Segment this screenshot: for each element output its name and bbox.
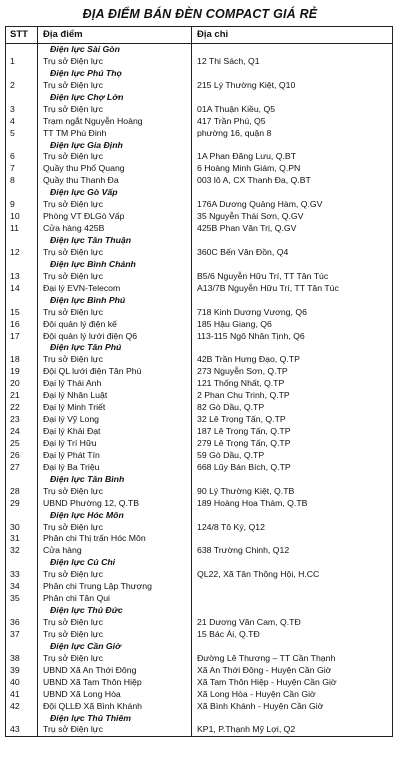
stt-cell — [6, 140, 38, 152]
place-cell: Đại lý Vỹ Long — [38, 414, 192, 426]
stt-cell — [6, 474, 38, 486]
address-cell: A13/7B Nguyễn Hữu Trí, TT Tân Túc — [197, 282, 339, 293]
stt-cell: 32 — [6, 545, 38, 557]
stt-cell: 38 — [6, 653, 38, 665]
address-cell — [192, 342, 392, 354]
place-cell: Trụ sở Điện lực — [38, 199, 192, 211]
table-row — [6, 522, 392, 534]
group-row — [6, 510, 392, 522]
table-row — [6, 390, 392, 402]
place-cell: Trụ sở Điện lực — [38, 151, 192, 163]
address-cell — [192, 259, 392, 271]
stt-cell: 15 — [6, 307, 38, 319]
group-row — [6, 44, 392, 56]
address-cell — [192, 593, 392, 605]
stt-cell: 14 — [6, 283, 38, 295]
place-cell: Phân chi Tân Qui — [38, 593, 192, 605]
stt-cell — [6, 44, 38, 56]
place-cell: Trụ sở Điện lực — [38, 271, 192, 283]
stt-cell: 30 — [6, 522, 38, 534]
group-label: Điện lực Chợ Lớn — [38, 92, 192, 104]
place-cell: Đội quản lý lưới điện Q6 — [38, 331, 192, 343]
stt-cell: 36 — [6, 617, 38, 629]
stt-cell: 3 — [6, 104, 38, 116]
stt-cell: 26 — [6, 450, 38, 462]
address-cell — [192, 713, 392, 725]
table-row — [6, 533, 392, 545]
stt-cell: 39 — [6, 665, 38, 677]
address-cell: 82 Gò Dầu, Q.TP — [197, 402, 265, 413]
group-row — [6, 92, 392, 104]
stt-cell: 37 — [6, 629, 38, 641]
address-cell — [192, 295, 392, 307]
locations-table — [5, 26, 393, 737]
place-cell: Phân chi Trung Lập Thượng — [38, 581, 192, 593]
place-cell: Quầy thu Phổ Quang — [38, 163, 192, 175]
place-cell: UBND Phường 12, Q.TB — [38, 498, 192, 510]
table-row — [6, 545, 392, 557]
address-cell — [192, 474, 392, 486]
group-label: Điện lực Tân Bình — [38, 474, 192, 486]
stt-cell — [6, 510, 38, 522]
group-row — [6, 557, 392, 569]
address-cell — [192, 605, 392, 617]
stt-cell: 12 — [6, 247, 38, 259]
group-row — [6, 713, 392, 725]
address-cell: KP1, P.Thạnh Mỹ Lợi, Q2 — [197, 724, 296, 735]
stt-cell: 16 — [6, 319, 38, 331]
address-cell: 21 Dương Văn Cam, Q.TĐ — [197, 617, 301, 627]
table-row — [6, 438, 392, 450]
table-row — [6, 223, 392, 235]
stt-cell — [6, 295, 38, 307]
table-row — [6, 247, 392, 259]
stt-cell — [6, 713, 38, 725]
group-label: Điện lực Sài Gòn — [38, 44, 192, 56]
address-cell: 176A Dương Quảng Hàm, Q.GV — [197, 199, 323, 210]
table-row — [6, 128, 392, 140]
group-row — [6, 342, 392, 354]
address-cell — [192, 641, 392, 653]
stt-cell: 21 — [6, 390, 38, 402]
address-cell — [192, 557, 392, 569]
place-cell: Đại lý Khải Đạt — [38, 426, 192, 438]
stt-cell: 19 — [6, 366, 38, 378]
stt-cell — [6, 342, 38, 354]
address-cell: QL22, Xã Tân Thông Hội, H.CC — [197, 569, 320, 580]
stt-cell — [6, 92, 38, 104]
stt-cell: 11 — [6, 223, 38, 235]
address-cell: 417 Trần Phú, Q5 — [197, 115, 266, 126]
group-label: Điện lực Cần Giờ — [38, 641, 192, 653]
place-cell: UBND Xã An Thới Đông — [38, 665, 192, 677]
address-cell: 35 Nguyễn Thái Sơn, Q.GV — [197, 211, 304, 222]
place-cell: Trụ sở Điện lực — [38, 354, 192, 366]
place-cell: Đại lý Ba Triệu — [38, 462, 192, 474]
table-body — [6, 44, 392, 736]
table-row — [6, 462, 392, 474]
stt-cell: 27 — [6, 462, 38, 474]
table-row — [6, 331, 392, 343]
place-cell: Phân chi Thị trấn Hóc Môn — [38, 533, 192, 545]
place-cell: Đại lý Nhân Luật — [38, 390, 192, 402]
address-cell: 01A Thuận Kiều, Q5 — [197, 103, 276, 114]
group-row — [6, 259, 392, 271]
table-row — [6, 426, 392, 438]
place-cell: Đội QLLĐ Xã Bình Khánh — [38, 701, 192, 713]
table-row — [6, 593, 392, 605]
address-cell: 42B Trần Hưng Đạo, Q.TP — [197, 354, 300, 365]
stt-cell: 33 — [6, 569, 38, 581]
stt-cell: 43 — [6, 724, 38, 736]
address-cell: Xã An Thới Đông - Huyện Cần Giờ — [197, 664, 332, 675]
table-row — [6, 175, 392, 187]
page-title: ĐỊA ĐIỂM BÁN ĐÈN COMPACT GIÁ RẺ — [82, 7, 318, 21]
address-cell: phường 16, quận 8 — [197, 127, 272, 138]
stt-cell: 18 — [6, 354, 38, 366]
table-row — [6, 199, 392, 211]
group-row — [6, 474, 392, 486]
group-label: Điện lực Bình Phú — [38, 295, 192, 307]
stt-cell: 22 — [6, 402, 38, 414]
stt-cell: 24 — [6, 426, 38, 438]
table-row — [6, 414, 392, 426]
header-place: Địa điểm — [38, 27, 192, 43]
address-cell: 15 Bác Ái, Q.TĐ — [197, 628, 260, 639]
header-stt: STT — [6, 27, 38, 43]
address-cell: Xã Long Hòa - Huyện Cần Giờ — [197, 688, 316, 699]
group-label: Điện lực Thủ Đức — [38, 605, 192, 617]
group-row — [6, 641, 392, 653]
stt-cell — [6, 557, 38, 569]
group-label: Điện lực Bình Chánh — [38, 259, 192, 271]
address-cell: 124/8 Tô Ký, Q12 — [197, 521, 265, 532]
stt-cell: 6 — [6, 151, 38, 163]
stt-cell: 40 — [6, 677, 38, 689]
group-label: Điện lực Gò Vấp — [38, 187, 192, 199]
table-row — [6, 56, 392, 68]
table-row — [6, 366, 392, 378]
address-cell: 425B Phan Văn Trị, Q.GV — [197, 223, 297, 234]
place-cell: Quầy thu Thanh Đa — [38, 175, 192, 187]
address-cell: Xã Tam Thôn Hiệp - Huyện Cần Giờ — [197, 676, 337, 687]
address-cell: 189 Hoàng Hoa Thám, Q.TB — [197, 497, 308, 508]
table-row — [6, 378, 392, 390]
place-cell: Đại lý EVN-Telecom — [38, 283, 192, 295]
place-cell: Cửa hàng 425B — [38, 223, 192, 235]
table-row — [6, 498, 392, 510]
place-cell: Đại lý Thái Anh — [38, 378, 192, 390]
address-cell: 668 Lũy Bán Bích, Q.TP — [197, 461, 291, 472]
group-row — [6, 235, 392, 247]
group-row — [6, 295, 392, 307]
table-row — [6, 581, 392, 593]
address-cell — [192, 68, 392, 80]
stt-cell — [6, 235, 38, 247]
place-cell: Trụ sở Điện lực — [38, 522, 192, 534]
address-cell — [192, 140, 392, 152]
stt-cell — [6, 259, 38, 271]
address-cell: 638 Trường Chinh, Q12 — [197, 545, 290, 556]
address-cell: 2 Phan Chu Trinh, Q.TP — [197, 390, 290, 401]
stt-cell: 5 — [6, 128, 38, 140]
stt-cell: 41 — [6, 689, 38, 701]
table-row — [6, 486, 392, 498]
stt-cell: 42 — [6, 701, 38, 713]
address-cell: 360C Bến Vân Đồn, Q4 — [197, 246, 289, 257]
table-row — [6, 104, 392, 116]
table-row — [6, 307, 392, 319]
place-cell: Trụ sở Điện lực — [38, 307, 192, 319]
group-row — [6, 68, 392, 80]
address-cell: 32 Lê Trọng Tấn, Q.TP — [197, 414, 286, 425]
address-cell — [192, 187, 392, 199]
table-row — [6, 629, 392, 641]
place-cell: Đại lý Phát Tín — [38, 450, 192, 462]
stt-cell: 20 — [6, 378, 38, 390]
place-cell: Đại lý Trí Hữu — [38, 438, 192, 450]
place-cell: UBND Xã Long Hòa — [38, 689, 192, 701]
table-row — [6, 271, 392, 283]
stt-cell — [6, 68, 38, 80]
stt-cell: 13 — [6, 271, 38, 283]
place-cell: Trụ sở Điện lực — [38, 617, 192, 629]
table-row — [6, 689, 392, 701]
stt-cell — [6, 187, 38, 199]
table-header — [6, 27, 392, 44]
table-row — [6, 319, 392, 331]
group-label: Điện lực Thủ Thiêm — [38, 713, 192, 725]
table-row — [6, 163, 392, 175]
table-row — [6, 450, 392, 462]
address-cell — [192, 510, 392, 522]
address-cell: 59 Gò Dầu, Q.TP — [197, 449, 265, 460]
address-cell: 279 Lê Trọng Tấn, Q.TP — [197, 437, 291, 448]
group-row — [6, 187, 392, 199]
address-cell: 185 Hậu Giang, Q6 — [197, 318, 272, 329]
table-row — [6, 211, 392, 223]
place-cell: TT TM Phú Đinh — [38, 128, 192, 140]
address-cell: 273 Nguyễn Sơn, Q.TP — [197, 366, 288, 377]
group-label: Điện lực Phú Thọ — [38, 68, 192, 80]
address-cell: 6 Hoàng Minh Giám, Q.PN — [197, 163, 301, 174]
place-cell: Phòng VT ĐLGò Vấp — [38, 211, 192, 223]
place-cell: Trụ sở Điện lực — [38, 724, 192, 736]
group-label: Điện lực Gia Định — [38, 140, 192, 152]
table-row — [6, 677, 392, 689]
address-cell: 12 Thi Sách, Q1 — [197, 55, 260, 66]
place-cell: Đội QL lưới điện Tân Phú — [38, 366, 192, 378]
stt-cell — [6, 605, 38, 617]
stt-cell: 28 — [6, 486, 38, 498]
place-cell: Trạm ngắt Nguyễn Hoàng — [38, 116, 192, 128]
place-cell: Đại lý Minh Triết — [38, 402, 192, 414]
place-cell: UBND Xã Tam Thôn Hiệp — [38, 677, 192, 689]
place-cell: Trụ sở Điện lực — [38, 247, 192, 259]
address-cell: 003 lô A, CX Thanh Đa, Q.BT — [197, 175, 311, 186]
address-cell: 1A Phan Đăng Lưu, Q.BT — [197, 151, 297, 162]
address-cell: 718 Kinh Dương Vương, Q6 — [197, 306, 307, 317]
header-address: Địa chỉ — [197, 29, 229, 40]
group-row — [6, 140, 392, 152]
table-row — [6, 724, 392, 736]
address-cell — [192, 44, 392, 56]
place-cell: Trụ sở Điện lực — [38, 653, 192, 665]
place-cell: Trụ sở Điện lực — [38, 629, 192, 641]
stt-cell — [6, 641, 38, 653]
address-cell: Đường Lê Thương – TT Cần Thạnh — [197, 652, 336, 663]
stt-cell: 7 — [6, 163, 38, 175]
place-cell: Trụ sở Điện lực — [38, 569, 192, 581]
address-cell — [192, 235, 392, 247]
stt-cell: 4 — [6, 116, 38, 128]
place-cell: Trụ sở Điện lực — [38, 80, 192, 92]
table-row — [6, 653, 392, 665]
address-cell — [192, 92, 392, 104]
table-row — [6, 151, 392, 163]
group-label: Điện lực Tân Phú — [38, 342, 192, 354]
table-row — [6, 617, 392, 629]
stt-cell: 25 — [6, 438, 38, 450]
place-cell: Trụ sở Điện lực — [38, 104, 192, 116]
stt-cell: 9 — [6, 199, 38, 211]
place-cell: Cửa hàng — [38, 545, 192, 557]
place-cell: Đội quản lý điện kế — [38, 319, 192, 331]
address-cell: 215 Lý Thường Kiệt, Q10 — [197, 79, 296, 90]
table-row — [6, 80, 392, 92]
address-cell: 90 Lý Thường Kiệt, Q.TB — [197, 485, 295, 496]
stt-cell: 2 — [6, 80, 38, 92]
address-cell: 121 Thống Nhất, Q.TP — [197, 378, 285, 389]
stt-cell: 34 — [6, 581, 38, 593]
table-row — [6, 701, 392, 713]
place-cell: Trụ sở Điện lực — [38, 56, 192, 68]
group-label: Điện lực Hóc Môn — [38, 510, 192, 522]
address-cell: Xã Bình Khánh - Huyện Cần Giờ — [197, 700, 324, 711]
table-row — [6, 283, 392, 295]
stt-cell: 23 — [6, 414, 38, 426]
stt-cell: 35 — [6, 593, 38, 605]
table-row — [6, 665, 392, 677]
table-row — [6, 569, 392, 581]
address-cell: 187 Lê Trọng Tấn, Q.TP — [197, 426, 291, 436]
address-cell: 113-115 Ngô Nhân Tịnh, Q6 — [197, 330, 305, 341]
address-cell: B5/6 Nguyễn Hữu Trí, TT Tân Túc — [197, 270, 329, 281]
group-label: Điện lực Tân Thuận — [38, 235, 192, 247]
stt-cell: 1 — [6, 56, 38, 68]
address-cell — [192, 533, 392, 545]
stt-cell: 8 — [6, 175, 38, 187]
table-row — [6, 402, 392, 414]
stt-cell: 29 — [6, 498, 38, 510]
stt-cell: 31 — [6, 533, 38, 545]
group-label: Điện lực Củ Chi — [38, 557, 192, 569]
place-cell: Trụ sở Điện lực — [38, 486, 192, 498]
address-cell — [192, 581, 392, 593]
table-row — [6, 354, 392, 366]
stt-cell: 17 — [6, 331, 38, 343]
group-row — [6, 605, 392, 617]
table-row — [6, 116, 392, 128]
stt-cell: 10 — [6, 211, 38, 223]
